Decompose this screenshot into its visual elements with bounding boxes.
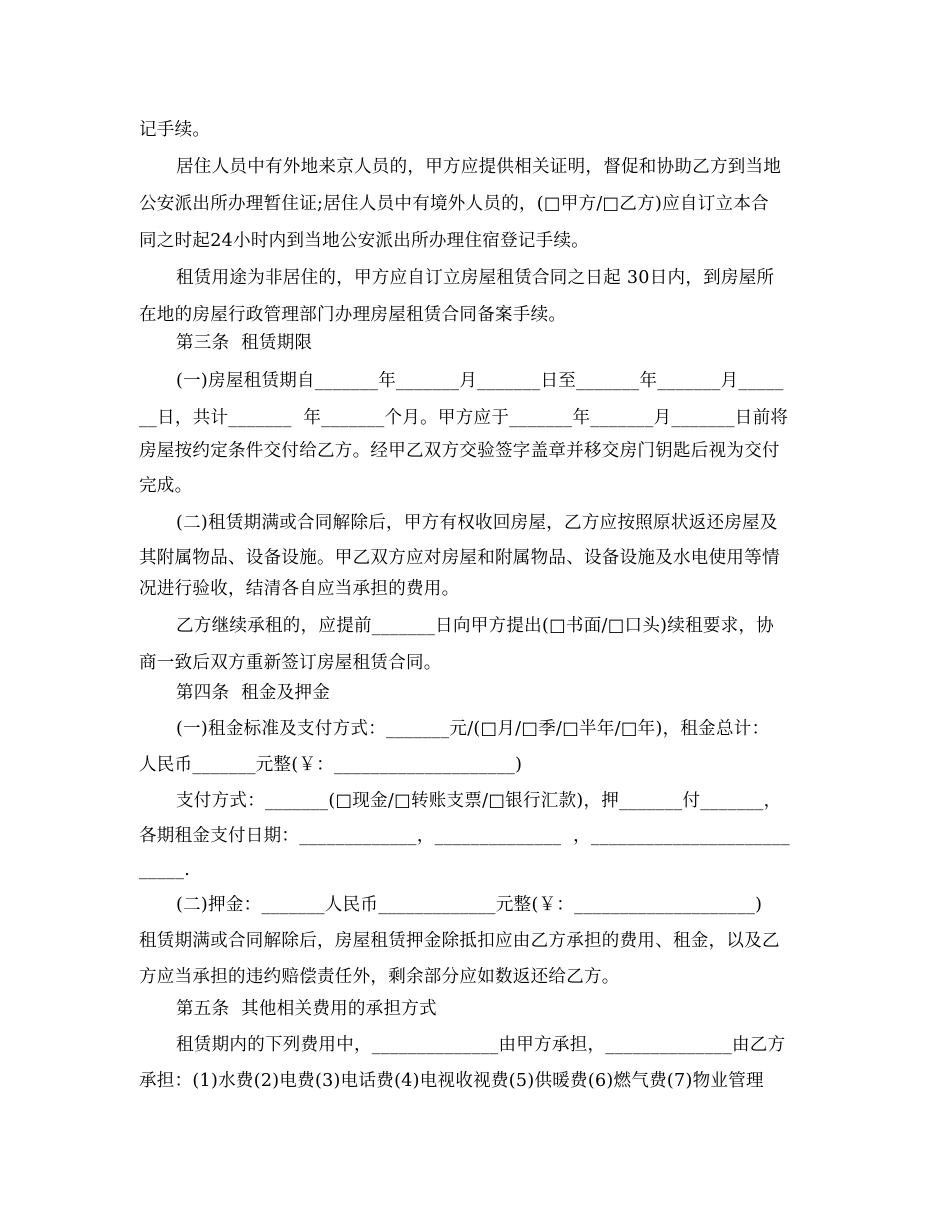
text-line: 租赁期内的下列费用中，______________由甲方承担，______________由乙方 — [176, 1035, 786, 1055]
section-heading: 第四条 租金及押金 — [176, 683, 331, 703]
text-line: 承担：(1)水费(2)电费(3)电话费(4)电视收视费(5)供暖费(6)燃气费(7)物业管理 — [139, 1071, 764, 1091]
text-line: (二)押金：_______人民币_____________元整(￥：____________________) — [176, 895, 763, 915]
text-line: (一)房屋租赁期自_______年_______月_______日至_______年_______月_____ — [176, 371, 784, 391]
text-line: 租赁期满或合同解除后，房屋租赁押金除抵扣应由乙方承担的费用、租金，以及乙 — [139, 931, 780, 951]
section-heading: 第三条 租赁期限 — [176, 333, 313, 353]
text-line: (二)租赁期满或合同解除后，甲方有权收回房屋，乙方应按照原状返还房屋及 — [176, 513, 778, 533]
text-line: 支付方式：_______(□现金/□转账支票/□银行汇款)，押_______付_______， — [176, 791, 782, 811]
text-line: (一)租金标准及支付方式：_______元/(□月/□季/□半年/□年)，租金总计： — [176, 719, 770, 739]
text-line: 公安派出所办理暂住证;居住人员中有境外人员的，(□甲方/□乙方)应自订立本合 — [139, 194, 769, 214]
text-line: 居住人员中有外地来京人员的，甲方应提供相关证明，督促和协助乙方到当地 — [176, 157, 782, 177]
text-line: 人民币_______元整(￥：____________________) — [139, 755, 523, 775]
text-line: 其附属物品、设备设施。甲乙双方应对房屋和附属物品、设备设施及水电使用等情 — [139, 548, 780, 568]
text-line: 况进行验收，结清各自应当承担的费用。 — [139, 579, 460, 599]
text-line: 租赁用途为非居住的，甲方应自订立房屋租赁合同之日起 30日内，到房屋所 — [176, 268, 775, 288]
text-line: 记手续。 — [139, 120, 211, 140]
text-line: 在地的房屋行政管理部门办理房屋租赁合同备案手续。 — [139, 305, 567, 325]
text-line: 乙方继续承租的，应提前_______日向甲方提出(□书面/□口头)续租要求，协 — [176, 616, 775, 636]
text-line: 房屋按约定条件交付给乙方。经甲乙双方交验签字盖章并移交房门钥匙后视为交付 — [139, 441, 780, 461]
text-line: 各期租金支付日期：_____________，______________ ，______________________ — [139, 826, 790, 846]
text-line: 同之时起24小时内到当地公安派出所办理住宿登记手续。 — [139, 231, 590, 251]
text-line: 方应当承担的违约赔偿责任外，剩余部分应如数返还给乙方。 — [139, 967, 620, 987]
text-line: __日，共计_______ 年_______个月。甲方应于_______年_______月_______日前将 — [139, 408, 789, 428]
text-line: 完成。 — [139, 476, 193, 496]
text-line: _____. — [139, 860, 191, 880]
text-line: 商一致后双方重新签订房屋租赁合同。 — [139, 653, 442, 673]
section-heading: 第五条 其他相关费用的承担方式 — [176, 999, 437, 1019]
